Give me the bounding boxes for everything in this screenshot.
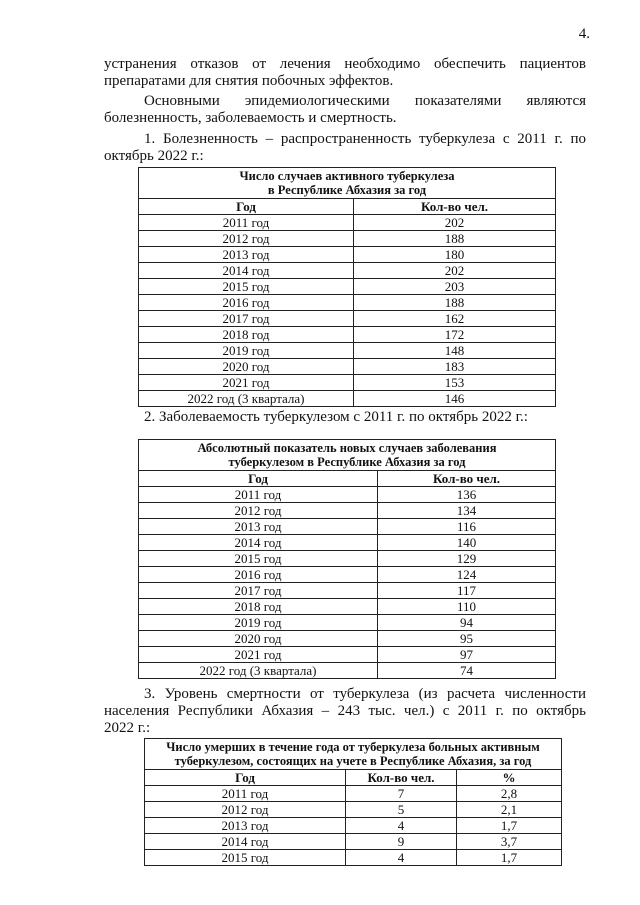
- section1-heading: [144, 131, 586, 148]
- table-cell-count: 180: [354, 247, 556, 263]
- table-row: [139, 535, 556, 551]
- intro-paragraph: [104, 56, 586, 90]
- table-caption: Число умерших в течение года от туберкулеза больных активным туберкулезом, состоящих на учете в Республике Абхазия, за год: [145, 739, 562, 770]
- intro-line: препаратами для снятия побочных эффектов.: [104, 73, 394, 89]
- table-cell-count: 110: [378, 599, 556, 615]
- table-row: [139, 647, 556, 663]
- table-row: [139, 247, 556, 263]
- table-cell-count: 203: [354, 279, 556, 295]
- column-header-count: Кол-во чел.: [354, 199, 556, 215]
- table-row: [139, 503, 556, 519]
- table-cell-count: 188: [354, 295, 556, 311]
- table-cell-pct: 1,7: [457, 850, 562, 866]
- intro-paragraph-2-cont: [104, 110, 586, 127]
- table-cell-year: 2013 год: [139, 519, 378, 535]
- table-cell-count: 95: [378, 631, 556, 647]
- table-row: [145, 786, 562, 802]
- table-row: [139, 279, 556, 295]
- section3-heading-cont: [104, 703, 586, 737]
- table-row: [139, 215, 556, 231]
- table-cell-count: 97: [378, 647, 556, 663]
- table-cell-count: 188: [354, 231, 556, 247]
- table-cell-year: 2020 год: [139, 359, 354, 375]
- table-caption: Число случаев активного туберкулеза в Республике Абхазия за год: [139, 168, 556, 199]
- table-cell-year: 2017 год: [139, 311, 354, 327]
- table-cell-year: 2013 год: [139, 247, 354, 263]
- section-heading-line: 3. Уровень смертности от туберкулеза (из расчета численности: [144, 686, 586, 702]
- intro-line: устранения отказов от лечения необходимо обеспечить пациентов: [104, 56, 586, 72]
- table-cell-year: 2022 год (3 квартала): [139, 663, 378, 679]
- table-cell-year: 2012 год: [139, 231, 354, 247]
- table-cell-year: 2018 год: [139, 327, 354, 343]
- table-cell-count: 172: [354, 327, 556, 343]
- table-cell-count: 117: [378, 583, 556, 599]
- table-cell-year: 2014 год: [139, 263, 354, 279]
- table-cell-pct: 3,7: [457, 834, 562, 850]
- table-row: [139, 583, 556, 599]
- intro-line: Основными эпидемиологическими показателями являются: [144, 93, 586, 109]
- section1-heading-cont: [104, 148, 586, 165]
- table-row: [139, 327, 556, 343]
- table-cell-count: 129: [378, 551, 556, 567]
- table-cell-year: 2021 год: [139, 375, 354, 391]
- section-heading-line: населения Республики Абхазия – 243 тыс. чел.) с 2011 г. по октябрь: [104, 703, 586, 719]
- column-header-percent: %: [457, 770, 562, 786]
- table-row: [139, 343, 556, 359]
- table-cell-count: 5: [346, 802, 457, 818]
- table-row: [145, 802, 562, 818]
- table-cell-year: 2019 год: [139, 615, 378, 631]
- mortality-table: [144, 738, 562, 866]
- table-cell-year: 2013 год: [145, 818, 346, 834]
- column-header-year: Год: [139, 199, 354, 215]
- table-cell-pct: 2,8: [457, 786, 562, 802]
- table-cell-year: 2020 год: [139, 631, 378, 647]
- table-cell-count: 4: [346, 818, 457, 834]
- section-heading-line: 1. Болезненность – распространенность туберкулеза с 2011 г. по: [144, 131, 586, 147]
- table-cell-count: 183: [354, 359, 556, 375]
- table-cell-year: 2014 год: [145, 834, 346, 850]
- table-cell-count: 146: [354, 391, 556, 407]
- table-cell-count: 136: [378, 487, 556, 503]
- table-cell-year: 2011 год: [139, 215, 354, 231]
- table-row: [139, 599, 556, 615]
- table-cell-count: 74: [378, 663, 556, 679]
- table-row: [139, 263, 556, 279]
- table-cell-year: 2017 год: [139, 583, 378, 599]
- table-cell-count: 202: [354, 263, 556, 279]
- table-cell-count: 202: [354, 215, 556, 231]
- table-cell-count: 4: [346, 850, 457, 866]
- table-row: [139, 359, 556, 375]
- intro-paragraph-2: [144, 93, 586, 110]
- page-number: 4.: [578, 26, 590, 42]
- column-header-count: Кол-во чел.: [346, 770, 457, 786]
- table-row: [139, 663, 556, 679]
- table-cell-year: 2015 год: [139, 551, 378, 567]
- table-cell-year: 2021 год: [139, 647, 378, 663]
- table-cell-count: 7: [346, 786, 457, 802]
- table-cell-year: 2015 год: [139, 279, 354, 295]
- table-row: [139, 231, 556, 247]
- table-row: [139, 519, 556, 535]
- table-cell-count: 94: [378, 615, 556, 631]
- section2-heading: [144, 409, 586, 426]
- table-cell-year: 2011 год: [139, 487, 378, 503]
- column-header-year: Год: [139, 471, 378, 487]
- table-row: [145, 850, 562, 866]
- table-cell-year: 2016 год: [139, 567, 378, 583]
- prevalence-table: [138, 167, 556, 407]
- table-cell-count: 153: [354, 375, 556, 391]
- table-cell-year: 2019 год: [139, 343, 354, 359]
- column-header-year: Год: [145, 770, 346, 786]
- table-row: [139, 391, 556, 407]
- table-row: [139, 487, 556, 503]
- table-caption: Абсолютный показатель новых случаев заболевания туберкулезом в Республике Абхазия за год: [139, 440, 556, 471]
- table-cell-year: 2012 год: [139, 503, 378, 519]
- table-row: [139, 631, 556, 647]
- table-cell-year: 2011 год: [145, 786, 346, 802]
- section3-heading: [144, 686, 586, 703]
- table-row: [139, 375, 556, 391]
- table-cell-count: 116: [378, 519, 556, 535]
- table-row: [139, 567, 556, 583]
- table-cell-count: 134: [378, 503, 556, 519]
- table-row: [139, 311, 556, 327]
- table-cell-count: 162: [354, 311, 556, 327]
- table-cell-pct: 1,7: [457, 818, 562, 834]
- table-row: [139, 551, 556, 567]
- intro-line: болезненность, заболеваемость и смертность.: [104, 110, 397, 126]
- table-cell-count: 124: [378, 567, 556, 583]
- section-heading-line: 2. Заболеваемость туберкулезом с 2011 г. по октябрь 2022 г.:: [144, 409, 528, 425]
- table-row: [139, 615, 556, 631]
- table-row: [139, 295, 556, 311]
- table-cell-year: 2014 год: [139, 535, 378, 551]
- table-cell-count: 148: [354, 343, 556, 359]
- table-row: [145, 834, 562, 850]
- table-row: [145, 818, 562, 834]
- table-cell-pct: 2,1: [457, 802, 562, 818]
- section-heading-line: 2022 г.:: [104, 720, 151, 736]
- table-cell-count: 140: [378, 535, 556, 551]
- column-header-count: Кол-во чел.: [378, 471, 556, 487]
- table-cell-year: 2012 год: [145, 802, 346, 818]
- section-heading-line: октябрь 2022 г.:: [104, 148, 204, 164]
- table-cell-year: 2015 год: [145, 850, 346, 866]
- table-cell-count: 9: [346, 834, 457, 850]
- table-cell-year: 2016 год: [139, 295, 354, 311]
- table-cell-year: 2018 год: [139, 599, 378, 615]
- table-cell-year: 2022 год (3 квартала): [139, 391, 354, 407]
- incidence-table: [138, 439, 556, 679]
